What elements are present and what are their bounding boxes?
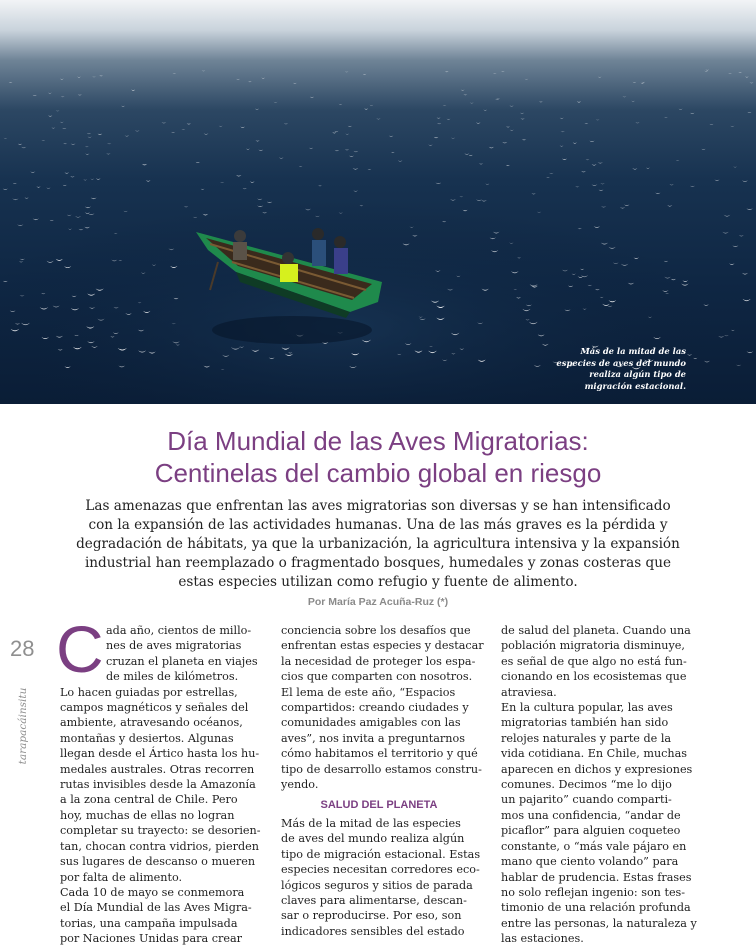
gull bbox=[690, 113, 694, 114]
gull bbox=[51, 127, 55, 128]
gull bbox=[98, 133, 103, 134]
text-line: un pajarito” cuando comparti- bbox=[501, 793, 672, 807]
gull bbox=[60, 79, 64, 80]
article-column-3 bbox=[501, 623, 697, 947]
text-line: llegan desde el Ártico hasta los hu- bbox=[60, 747, 260, 761]
caption-line: Más de la mitad de las bbox=[580, 346, 686, 356]
gull bbox=[520, 118, 524, 119]
gull bbox=[33, 95, 37, 96]
gull bbox=[334, 131, 338, 132]
text-line: Más de la mitad de las especies bbox=[281, 816, 461, 830]
title-line-1: Día Mundial de las Aves Migratorias: bbox=[167, 426, 589, 456]
text-line: no solo reflejan ingenio: son tes- bbox=[501, 885, 686, 899]
gull bbox=[501, 71, 505, 72]
gull bbox=[162, 122, 167, 123]
text-line: constante, o “más vale pájaro en bbox=[501, 839, 687, 853]
drop-cap: C bbox=[56, 612, 104, 686]
gull bbox=[705, 69, 709, 70]
text-line: relojes naturales y parte de la bbox=[501, 731, 672, 745]
gull bbox=[701, 149, 705, 150]
gull bbox=[121, 106, 125, 107]
text-line: mos una confidencia, “andar de bbox=[501, 808, 681, 822]
page-number: 28 bbox=[10, 636, 35, 661]
title-line-2: Centinelas del cambio global en riesgo bbox=[154, 458, 602, 488]
text-line: enfrentan estas especies y destacar bbox=[281, 639, 484, 653]
gull bbox=[171, 132, 176, 133]
column-2-body-bottom bbox=[281, 816, 481, 939]
text-line: las estaciones. bbox=[501, 932, 584, 946]
gull bbox=[428, 144, 433, 145]
gull bbox=[348, 126, 352, 127]
column-1-body bbox=[60, 685, 261, 947]
gull bbox=[61, 96, 65, 97]
gull bbox=[363, 74, 367, 75]
gull bbox=[310, 97, 314, 98]
gull bbox=[642, 82, 646, 83]
gull bbox=[596, 119, 600, 120]
gull bbox=[437, 123, 441, 124]
text-line: comunes. Decimos “me lo dijo bbox=[501, 778, 672, 792]
gull bbox=[463, 94, 467, 95]
gull bbox=[77, 76, 81, 77]
gull bbox=[48, 92, 52, 93]
column-3-body bbox=[501, 623, 697, 947]
author-byline: Por María Paz Acuña-Ruz (*) bbox=[307, 596, 449, 608]
gull bbox=[641, 83, 645, 84]
gull bbox=[107, 143, 111, 144]
gull bbox=[56, 110, 60, 111]
gull bbox=[173, 73, 177, 74]
caption-line: especies de aves del mundo bbox=[556, 357, 686, 368]
gull bbox=[389, 135, 394, 136]
gull bbox=[92, 76, 96, 77]
gull bbox=[496, 98, 500, 99]
text-line: el Día Mundial de las Aves Migra- bbox=[60, 901, 252, 915]
gull bbox=[261, 77, 265, 78]
dropcap-lines bbox=[60, 623, 256, 685]
lead-paragraph: Las amenazas que enfrentan las aves migratorias son diversas y se han intensificado con la expansión de las actividades humanas. Una de las más graves es la pérdida y degradación de hábitats, ya que la urbanización, la agricultura intensiva y la expansión industrial han reemplazado o fragmentado bosques, humedales y zonas costeras que estas especies utilizan como refugio y fuente de alimento. bbox=[76, 498, 680, 590]
photo-caption bbox=[556, 346, 686, 392]
gull bbox=[293, 83, 297, 84]
text-line: mano que ciento volando” para bbox=[501, 855, 679, 869]
gull bbox=[510, 130, 514, 131]
gull bbox=[62, 128, 66, 129]
text-line: cios que comparten con nosotros. bbox=[281, 670, 473, 684]
text-line: población migratoria disminuye, bbox=[501, 639, 685, 653]
gull bbox=[376, 118, 381, 119]
gull bbox=[181, 129, 185, 130]
gull bbox=[60, 122, 64, 123]
text-line: aparecen en dichos y expresiones bbox=[501, 762, 693, 776]
text-line: torias, una campaña impulsada bbox=[60, 916, 238, 930]
text-line: especies necesitan corredores eco- bbox=[281, 863, 480, 877]
text-line: de miles de kilómetros. bbox=[106, 670, 239, 684]
column-2-body-top bbox=[281, 623, 484, 792]
article-column-1 bbox=[60, 623, 261, 947]
gull bbox=[470, 102, 474, 103]
caption-line: migración estacional. bbox=[584, 380, 686, 391]
text-line: vida cotidiana. En Chile, muchas bbox=[501, 747, 688, 761]
text-line: de aves del mundo realiza algún bbox=[281, 832, 465, 846]
gull bbox=[560, 145, 564, 146]
gull bbox=[88, 136, 92, 137]
gull bbox=[738, 72, 742, 73]
text-line: entre las personas, la naturaleza y bbox=[501, 916, 697, 930]
gull bbox=[747, 112, 751, 113]
text-line: cionando en los ecosistemas que bbox=[501, 670, 687, 684]
gull bbox=[560, 118, 564, 119]
gull bbox=[370, 105, 374, 106]
text-line: por Naciones Unidas para crear bbox=[60, 932, 242, 946]
article-title bbox=[0, 425, 756, 489]
text-line: conciencia sobre los desafíos que bbox=[281, 624, 471, 637]
gull bbox=[332, 132, 336, 133]
gull bbox=[664, 117, 668, 118]
gull bbox=[255, 109, 259, 110]
text-line: Cada 10 de mayo se conmemora bbox=[60, 885, 245, 899]
text-line: ada año, cientos de millo- bbox=[106, 624, 252, 637]
text-line: cruzan el planeta en viajes bbox=[106, 654, 258, 668]
text-line: sus lugares de descanso o mueren bbox=[60, 855, 256, 869]
gull bbox=[451, 137, 455, 138]
hero-photo-illustration bbox=[0, 0, 756, 404]
gull bbox=[573, 142, 577, 143]
gull bbox=[41, 140, 45, 141]
hero-photo bbox=[0, 0, 756, 404]
text-line: a la zona central de Chile. Pero bbox=[60, 793, 238, 807]
text-line: medales australes. Otras recorren bbox=[60, 762, 255, 776]
gull bbox=[309, 148, 313, 149]
text-line: En la cultura popular, las aves bbox=[501, 701, 673, 715]
gull bbox=[447, 119, 451, 120]
gull bbox=[728, 73, 732, 74]
section-subheading: SALUD DEL PLANETA bbox=[320, 799, 438, 812]
text-line: tipo de migración estacional. Estas bbox=[281, 847, 481, 861]
gull bbox=[99, 75, 103, 76]
text-line: es señal de que algo no está fun- bbox=[501, 654, 687, 668]
gull bbox=[631, 101, 635, 102]
gull bbox=[493, 73, 497, 74]
text-line: migratorias también han sido bbox=[501, 716, 669, 730]
text-line: yendo. bbox=[281, 778, 319, 792]
article-column-2 bbox=[281, 623, 484, 939]
text-line: tipo de desarrollo estamos constru- bbox=[281, 762, 482, 776]
gull bbox=[135, 130, 140, 131]
text-line: hablar de prudencia. Estas frases bbox=[501, 870, 692, 884]
gull bbox=[509, 105, 513, 106]
gull bbox=[483, 109, 487, 110]
gull bbox=[589, 141, 594, 142]
text-line: nes de aves migratorias bbox=[106, 639, 242, 653]
text-line: montañas y desiertos. Algunas bbox=[60, 731, 234, 745]
text-line: campos magnéticos y señales del bbox=[60, 701, 249, 715]
gull bbox=[18, 144, 22, 145]
gull bbox=[219, 126, 223, 127]
magazine-side-tag: tarapacáinsitu bbox=[17, 687, 29, 765]
gull bbox=[274, 102, 278, 103]
gull bbox=[78, 94, 82, 95]
gull bbox=[240, 126, 245, 127]
gull bbox=[284, 123, 288, 124]
gull bbox=[4, 138, 8, 139]
text-line: tan, chocan contra vidrios, pierden bbox=[60, 839, 259, 853]
gull bbox=[125, 135, 129, 136]
gull bbox=[87, 133, 91, 134]
gull bbox=[730, 126, 734, 127]
text-line: indicadores sensibles del estado bbox=[281, 924, 465, 938]
gull bbox=[434, 137, 439, 138]
gull bbox=[21, 147, 26, 148]
text-line: comunidades amigables con las bbox=[281, 716, 461, 730]
gull bbox=[560, 131, 565, 132]
gull bbox=[709, 124, 713, 125]
text-line: completar su trayecto: se desorien- bbox=[60, 824, 261, 838]
gull bbox=[345, 133, 349, 134]
text-line: cómo habitamos el territorio y qué bbox=[281, 747, 478, 761]
text-line: hoy, muchas de ellas no logran bbox=[60, 808, 235, 822]
gull bbox=[745, 76, 749, 77]
gull bbox=[85, 146, 89, 147]
gull bbox=[679, 109, 683, 110]
gull bbox=[598, 76, 602, 77]
text-line: la necesidad de proteger los espa- bbox=[281, 654, 476, 668]
gull bbox=[9, 82, 13, 83]
text-line: rutas invisibles desde la Amazonía bbox=[60, 778, 256, 792]
text-line: por falta de alimento. bbox=[60, 870, 183, 884]
gull bbox=[476, 122, 481, 123]
text-line: ambiente, atravesando océanos, bbox=[60, 716, 243, 730]
text-line: lógicos seguros y sitios de parada bbox=[281, 878, 473, 892]
gull bbox=[48, 115, 52, 116]
text-line: claves para alimentarse, descan- bbox=[281, 893, 467, 907]
gull bbox=[71, 143, 76, 144]
gull bbox=[204, 133, 209, 134]
gull bbox=[584, 123, 588, 124]
gull bbox=[750, 82, 754, 83]
text-line: timonio de una relación profunda bbox=[501, 901, 691, 915]
text-line: de salud del planeta. Cuando una bbox=[501, 624, 691, 637]
text-line: aves”, nos invita a preguntarnos bbox=[281, 731, 465, 745]
text-line: sar o reproducirse. Por eso, son bbox=[281, 909, 462, 923]
gull bbox=[187, 123, 191, 124]
gull bbox=[704, 71, 708, 72]
text-line: atraviesa. bbox=[501, 685, 557, 699]
text-line: compartidos: creando ciudades y bbox=[281, 701, 469, 715]
gull bbox=[539, 101, 543, 102]
gull bbox=[255, 140, 259, 141]
gull bbox=[339, 104, 343, 105]
gull bbox=[506, 126, 510, 127]
gull bbox=[63, 143, 67, 144]
gull bbox=[525, 79, 529, 80]
gull bbox=[202, 70, 206, 71]
gull bbox=[502, 142, 507, 143]
gull bbox=[345, 71, 349, 72]
gull bbox=[520, 112, 524, 113]
gull bbox=[443, 105, 447, 106]
gull bbox=[461, 90, 465, 91]
text-line: Lo hacen guiadas por estrellas, bbox=[60, 685, 238, 699]
text-line: picaflor” para alguien coqueteo bbox=[501, 824, 681, 838]
gull bbox=[577, 101, 581, 102]
gull bbox=[633, 82, 637, 83]
gull bbox=[489, 147, 494, 148]
text-line: El lema de este año, “Espacios bbox=[281, 685, 456, 699]
gull bbox=[445, 71, 449, 72]
gull bbox=[246, 149, 250, 150]
gull bbox=[364, 108, 368, 109]
gull bbox=[248, 81, 252, 82]
gull bbox=[131, 89, 135, 90]
gull bbox=[522, 139, 527, 140]
caption-line: realiza algún tipo de bbox=[589, 369, 686, 379]
gull bbox=[635, 122, 639, 123]
gull bbox=[622, 96, 626, 97]
gull bbox=[437, 117, 441, 118]
gull bbox=[236, 79, 240, 80]
